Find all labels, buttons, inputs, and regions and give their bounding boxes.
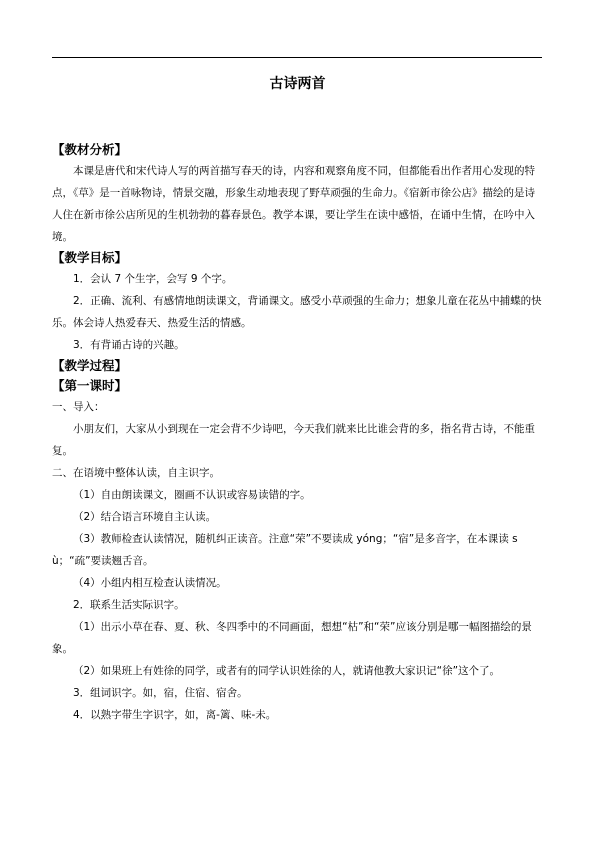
section-heading-process: 【教学过程】 bbox=[52, 358, 128, 373]
header-rule bbox=[52, 57, 542, 58]
lesson-item: 3．组词识字。如，宿，住宿、宿舍。 bbox=[73, 687, 248, 699]
lesson-item: （4）小组内相互检查认读情况。 bbox=[73, 577, 227, 589]
lesson-item: （3）教师检查认读情况，随机纠正读音。注意“荣”不要读成 yóng；“宿”是多音字，在本课读 sù；“疏”要读翘舌音。 bbox=[52, 533, 518, 567]
lesson-step-2: 二、在语境中整体认读，自主识字。 bbox=[52, 467, 220, 479]
lesson-paragraph: 小朋友们，大家从小到现在一定会背不少诗吧，今天我们就来比比谁会背的多，指名背古诗，不能重复。 bbox=[52, 423, 535, 457]
lesson-item: 4．以熟字带生字识字，如，离-篱、味-未。 bbox=[73, 709, 277, 721]
lesson-step-intro: 一、导入： bbox=[52, 401, 105, 413]
lesson-item: （1）出示小草在春、夏、秋、冬四季中的不同画面，想想“枯”和“荣”应该分别是哪一幅图描绘的景象。 bbox=[52, 621, 532, 655]
section-heading-analysis: 【教材分析】 bbox=[52, 142, 128, 157]
lesson-item: 2．联系生活实际识字。 bbox=[73, 599, 185, 611]
lesson-item: （2）结合语言环境自主认读。 bbox=[73, 511, 217, 523]
goal-item-2: 2．正确、流利、有感情地朗读课文，背诵课文。感受小草顽强的生命力；想象儿童在花丛中捕蝶的快乐。体会诗人热爱春天、热爱生活的情感。 bbox=[52, 295, 542, 329]
goal-item-3: 3．有背诵古诗的兴趣。 bbox=[73, 339, 185, 351]
document-body bbox=[52, 140, 544, 726]
goal-item-1: 1．会认 7 个生字，会写 9 个字。 bbox=[73, 273, 233, 285]
lesson-item: （1）自由朗读课文，圈画不认识或容易读错的字。 bbox=[73, 489, 311, 501]
lesson-item: （2）如果班上有姓徐的同学，或者有的同学认识姓徐的人，就请他教大家识记“徐”这个了。 bbox=[73, 665, 501, 677]
section-heading-lesson1: 【第一课时】 bbox=[52, 378, 128, 393]
section-heading-goals: 【教学目标】 bbox=[52, 250, 128, 265]
analysis-paragraph: 本课是唐代和宋代诗人写的两首描写春天的诗，内容和观察角度不同，但都能看出作者用心发现的特点，《草》是一首咏物诗，情景交融，形象生动地表现了野草顽强的生命力。《宿新市徐公店》描绘的是诗人住在新市徐公店所见的生机勃勃的暮春景色。教学本课，要让学生在读中感悟，在诵中生情，在吟中入境。 bbox=[52, 165, 535, 243]
page-title: 古诗两首 bbox=[269, 76, 326, 92]
